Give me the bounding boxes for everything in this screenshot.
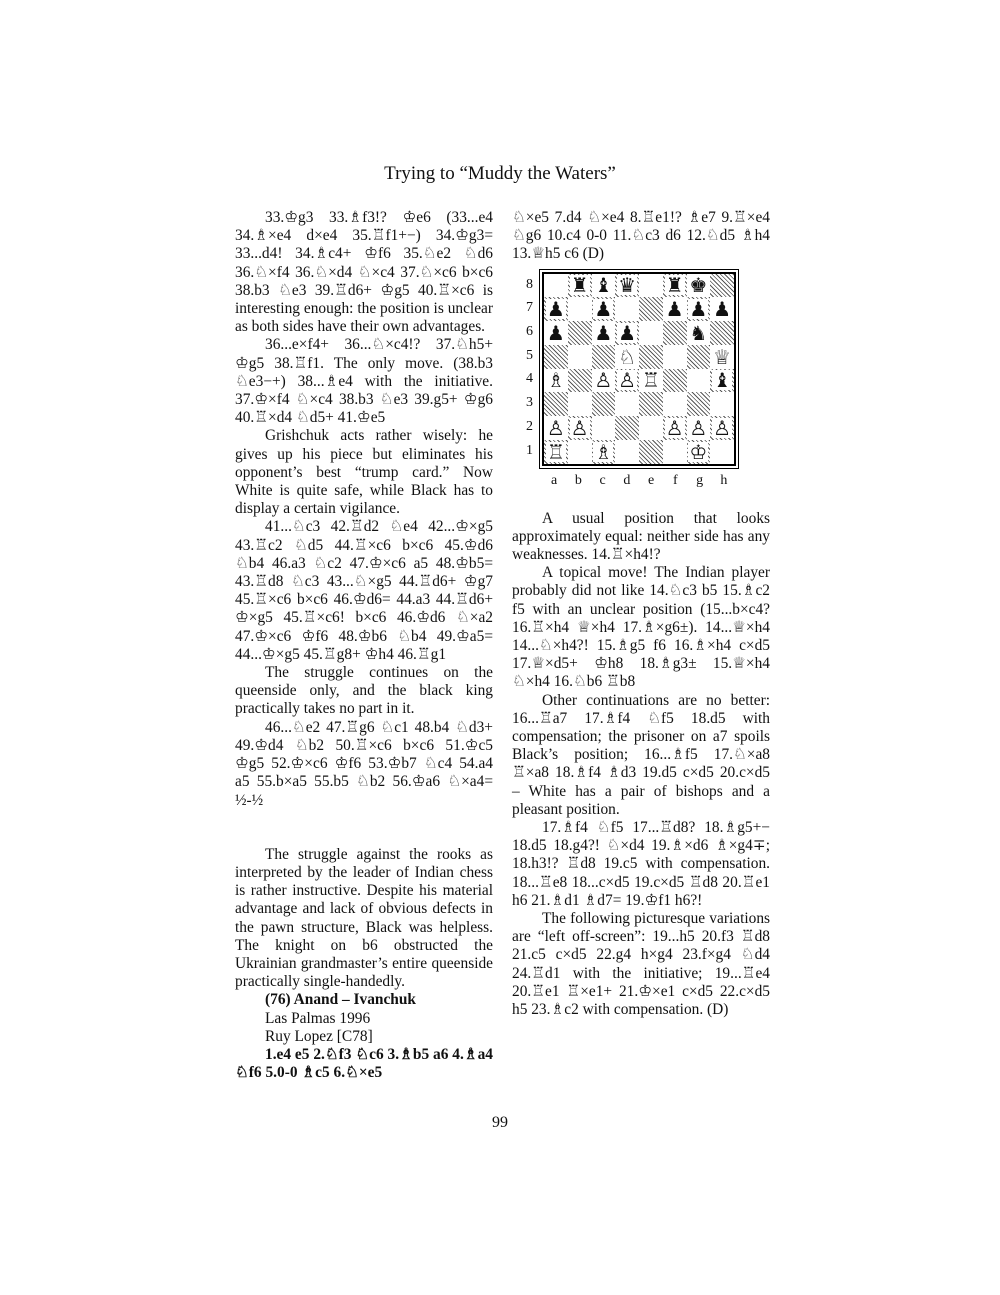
- chess-piece: ♝: [594, 273, 613, 298]
- commentary: The following picturesque variations are “left off-screen”: 19...h5 20.f3 ♖d8 21.c5 c×d5 22.g4 h×g4 23.f×g4 ♘d4 24.♖d1 with the initiative; 19...♖e4 20.♖e1 ♖×e1+ 21.♔×e1 c×d5 22.c×d5 h5 23.♗c2 with compensation. (D): [512, 910, 770, 1019]
- chess-piece: ♞: [689, 320, 708, 345]
- chess-piece: ♟: [546, 320, 565, 345]
- board-square: [544, 321, 568, 345]
- rank-label: 8: [526, 276, 533, 292]
- board-square: [687, 392, 711, 416]
- chess-piece: ♘: [618, 344, 637, 369]
- board-square: [592, 297, 616, 321]
- chess-board: [542, 272, 736, 466]
- file-label: h: [720, 472, 728, 488]
- board-square: [615, 321, 639, 345]
- board-square: [687, 345, 711, 369]
- chess-piece: ♟: [713, 297, 732, 322]
- board-square: [687, 297, 711, 321]
- rank-label: 6: [526, 324, 533, 339]
- board-square: [568, 297, 592, 321]
- rank-label: 5: [526, 347, 533, 363]
- page-number: 99: [492, 1114, 508, 1131]
- commentary: The struggle against the rooks as interpreted by the leader of Indian chess is rather instructive. Despite his material advantage and lack of obvious defects in the pawn structure, Black was helpless. The knight on b6 obstructed the Ukrainian grandmaster’s entire queenside practically single-handedly.: [235, 845, 493, 991]
- board-square: [710, 345, 734, 369]
- game-title: (76) Anand – Ivanchuk: [265, 991, 416, 1009]
- board-square: [615, 416, 639, 440]
- chess-piece: ♙: [594, 368, 613, 393]
- board-square: [687, 416, 711, 440]
- board-square: [639, 440, 663, 464]
- running-header: Trying to “Muddy the Waters”: [384, 163, 616, 184]
- chess-piece: ♟: [689, 297, 708, 322]
- game-opening: Ruy Lopez [C78]: [265, 1027, 373, 1045]
- board-square: [592, 392, 616, 416]
- board-square: [544, 274, 568, 298]
- chess-piece: ♚: [689, 273, 708, 298]
- file-label: c: [599, 472, 606, 488]
- board-square: [710, 274, 734, 298]
- board-square: [592, 440, 616, 464]
- board-square: [663, 392, 687, 416]
- board-square: [639, 392, 663, 416]
- board-square: [663, 274, 687, 298]
- game-place: Las Palmas 1996: [265, 1009, 371, 1027]
- board-square: [615, 369, 639, 393]
- board-square: [710, 297, 734, 321]
- commentary: A usual position that looks approximately equal: neither side has any weaknesses. 14.♖×h4!?: [512, 509, 770, 564]
- chess-piece: ♙: [546, 415, 565, 440]
- board-square: [568, 416, 592, 440]
- chess-piece: ♜: [665, 273, 684, 298]
- chess-piece: ♔: [689, 439, 708, 464]
- move-text: 46...♘e2 47.♖g6 ♘c1 48.b4 ♘d3+ 49.♔d4 ♘b2 50.♖×c6 b×c6 51.♔c5 ♔g5 52.♔×c6 ♔f6 53.♔b7 ♘c4 54.a4 a5 55.b×a5 55.b5 ♘b2 56.♔a6 ♘×a4= ½-½: [235, 718, 493, 809]
- chess-piece: ♟: [594, 297, 613, 322]
- move-text: 36...e×f4+ 36...♘×c4!? 37.♘h5+ ♔g5 38.♖f1. The only move. (38.b3 ♘e3−+) 38...♗e4 with the initiative. 37.♔×f4 ♘×c4 38.b3 ♘e3 39.g5+ ♔g6 40.♖×d4 ♘d5+ 41.♔e5: [235, 336, 493, 427]
- board-square: [687, 369, 711, 393]
- board-square: [639, 345, 663, 369]
- chess-piece: ♙: [689, 415, 708, 440]
- chess-piece: ♝: [713, 368, 732, 393]
- file-label: a: [551, 472, 558, 488]
- chess-diagram: [512, 272, 770, 504]
- left-column: [235, 209, 493, 1082]
- board-square: [639, 369, 663, 393]
- board-square: [592, 369, 616, 393]
- board-square: [663, 297, 687, 321]
- rank-label: 3: [526, 395, 533, 411]
- chess-piece: ♜: [570, 273, 589, 298]
- move-text: 1.e4 e5 2.♘f3 ♘c6 3.♗b5 a6 4.♗a4 ♘f6 5.0-0 ♗c5 6.♘×e5: [235, 1045, 493, 1082]
- chess-piece: ♗: [546, 368, 565, 393]
- board-square: [663, 345, 687, 369]
- chess-piece: ♙: [713, 415, 732, 440]
- board-square: [568, 274, 592, 298]
- chess-piece: ♕: [713, 344, 732, 369]
- board-square: [710, 392, 734, 416]
- chess-piece: ♟: [594, 320, 613, 345]
- board-square: [663, 416, 687, 440]
- rank-label: 1: [526, 442, 533, 458]
- board-square: [568, 345, 592, 369]
- board-square: [615, 392, 639, 416]
- board-square: [544, 416, 568, 440]
- board-square: [687, 274, 711, 298]
- board-square: [592, 345, 616, 369]
- board-square: [639, 297, 663, 321]
- move-text: ♘×e5 7.d4 ♘×e4 8.♖e1!? ♗e7 9.♖×e4 ♘g6 10.c4 0-0 11.♘c3 d6 12.♘d5 ♗h4 13.♕h5 c6 (D): [512, 209, 770, 263]
- board-square: [615, 440, 639, 464]
- file-labels: [542, 472, 736, 490]
- board-square: [544, 369, 568, 393]
- chess-piece: ♙: [570, 415, 589, 440]
- file-label: e: [648, 472, 655, 488]
- board-square: [544, 345, 568, 369]
- rank-label: 7: [526, 300, 533, 316]
- chess-piece: ♟: [546, 297, 565, 322]
- right-column: [512, 209, 770, 1019]
- move-text: 17.♗f4 ♘f5 17...♖d8? 18.♗g5+− 18.d5 18.g4?! ♘×d4 19.♗×d6 ♗×g4∓; 18.h3!? ♖d8 19.c5 with compensation. 18...♖e8 18...c×d5 19.c×d5 ♖d8 20.♖e1 h6 21.♗d1 ♗d7= 19.♔f1 h6?!: [512, 819, 770, 909]
- chess-piece: ♙: [665, 415, 684, 440]
- file-label: g: [696, 472, 704, 488]
- move-text: 33.♔g3 33.♗f3!? ♔e6 (33...e4 34.♗×e4 d×e4 35.♖f1+−) 34.♔g3= 33...d4! 34.♗c4+ ♔f6 35.♘e2 ♘d6 36.♘×f4 36.♘×d4 ♘×c4 37.♘×c6 b×c6 38.b3 ♘e3 39.♖d6+ ♔g5 40.♖×c6 is interesting enough: the position is unclear as both sides have their own advantages.: [235, 209, 493, 336]
- chess-piece: ♖: [546, 439, 565, 464]
- board-square: [568, 369, 592, 393]
- board-square: [544, 392, 568, 416]
- chess-piece: ♙: [618, 368, 637, 393]
- board-square: [615, 345, 639, 369]
- board-square: [544, 440, 568, 464]
- board-square: [592, 416, 616, 440]
- rank-label: 2: [526, 418, 533, 434]
- chess-piece: ♖: [641, 368, 660, 393]
- board-square: [639, 321, 663, 345]
- board-square: [639, 416, 663, 440]
- commentary: Grishchuk acts rather wisely: he gives up his piece but eliminates his opponent’s best “trump card.” Now White is quite safe, while Black has to display a certain vigilance.: [235, 427, 493, 518]
- board-square: [663, 321, 687, 345]
- file-label: d: [623, 472, 631, 488]
- move-text: 41...♘c3 42.♖d2 ♘e4 42...♔×g5 43.♖c2 ♘d5 44.♖×c6 b×c6 45.♔d6 ♘b4 46.a3 ♘c2 47.♔×c6 a5 48.♔b5= 43.♖d8 ♘c3 43...♘×g5 44.♖d6+ ♔g7 45.♖×c6 b×c6 46.♔d6= 44.a3 44.♖d6+ ♔×g5 45.♖×c6! b×c6 46.♔d6 ♘×a2 47.♔×c6 ♔f6 48.♔b6 ♘b4 49.♔a5= 44...♔×g5 45.♖g8+ ♔h4 46.♖g1: [235, 518, 493, 663]
- chess-piece: ♛: [618, 273, 637, 298]
- board-square: [639, 274, 663, 298]
- board-square: [615, 274, 639, 298]
- chess-piece: ♗: [594, 439, 613, 464]
- board-square: [710, 369, 734, 393]
- file-label: b: [574, 472, 582, 488]
- board-square: [568, 321, 592, 345]
- spacer: [235, 810, 493, 846]
- board-square: [568, 440, 592, 464]
- file-label: f: [673, 472, 678, 488]
- board-square: [663, 369, 687, 393]
- board-square: [568, 392, 592, 416]
- board-square: [544, 297, 568, 321]
- commentary: The struggle continues on the queenside only, and the black king practically takes no part in it.: [235, 664, 493, 718]
- board-square: [615, 297, 639, 321]
- board-square: [710, 440, 734, 464]
- board-square: [710, 416, 734, 440]
- rank-label: 4: [526, 371, 533, 387]
- chess-piece: ♟: [618, 320, 637, 345]
- board-square: [687, 321, 711, 345]
- board-square: [710, 321, 734, 345]
- commentary: Other continuations are no better: 16...♖a7 17.♗f4 ♘f5 18.d5 with compensation; the prisoner on a7 spoils Black’s position; 16...♗f5 17.♘×a8 ♖×a8 18.♗f4 ♗d3 19.d5 c×d5 20.c×d5 – White has a pair of bishops and a pleasant position.: [512, 691, 770, 818]
- chess-piece: ♟: [665, 297, 684, 322]
- board-square: [592, 274, 616, 298]
- board-square: [592, 321, 616, 345]
- board-square: [663, 440, 687, 464]
- board-square: [687, 440, 711, 464]
- commentary: A topical move! The Indian player probably did not like 14.♘c3 b5 15.♗c2 f5 with an unclear position (15...b×c4? 16.♖×h4 ♕×h4 17.♗×g6±). 14...♕×h4 14...♘×h4?! 15.♗g5 f6 16.♗×h4 c×d5 17.♕×d5+ ♔h8 18.♗g3± 15.♕×h4 ♘×h4 16.♘b6 ♖b8: [512, 564, 770, 691]
